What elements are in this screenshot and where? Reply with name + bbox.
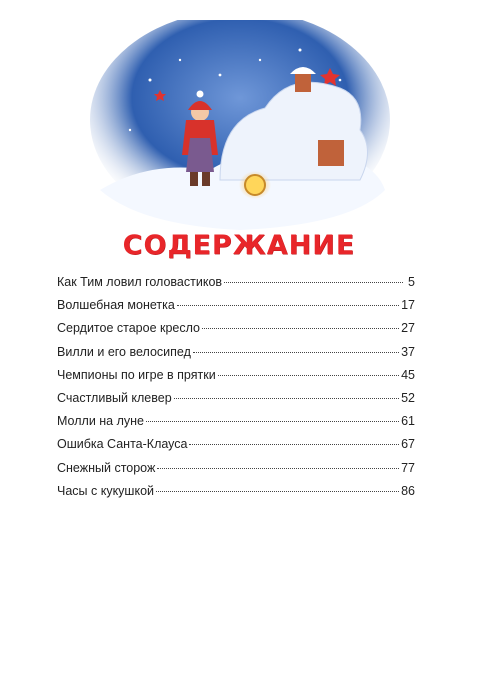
toc-entry-title: Часы с кукушкой <box>57 483 155 498</box>
toc-entry-title: Ошибка Санта-Клауса <box>57 437 188 452</box>
toc-entry-title: Волшебная монетка <box>57 298 175 313</box>
dot-leader <box>193 351 399 353</box>
brick-wall <box>318 140 344 166</box>
toc-entry-title: Как Тим ловил головастиков <box>57 275 223 289</box>
chimney <box>295 72 311 92</box>
toc-entry[interactable] <box>57 391 415 414</box>
dot-leader <box>157 467 399 469</box>
contents-heading: СОДЕРЖАНИЕ <box>122 230 356 261</box>
winter-illustration <box>90 20 390 240</box>
toc-entry[interactable] <box>57 437 415 460</box>
toc-page-number: 37 <box>401 344 415 359</box>
dot-leader <box>177 304 399 306</box>
toc-entry-title: Снежный сторож <box>57 460 156 475</box>
toc-entry-title: Молли на луне <box>57 414 144 429</box>
toc-page-number: 45 <box>401 367 415 382</box>
dot-leader <box>174 397 399 399</box>
dot-leader <box>146 420 399 422</box>
toc-page-number: 27 <box>401 321 415 336</box>
dot-leader <box>224 281 403 283</box>
toc-page-number: 17 <box>401 298 415 313</box>
toc-entry[interactable] <box>57 321 415 344</box>
toc-page-number: 5 <box>408 275 415 289</box>
dot-leader <box>202 327 399 329</box>
toc-entry[interactable] <box>57 484 415 507</box>
toc-entry[interactable] <box>57 298 415 321</box>
toc-entry[interactable] <box>57 345 415 368</box>
toc-entry-title: Сердитое старое кресло <box>57 321 201 336</box>
dot-leader <box>189 443 399 445</box>
toc-entry[interactable] <box>57 368 415 391</box>
table-of-contents <box>57 275 415 507</box>
toc-entry[interactable] <box>57 414 415 437</box>
dot-leader <box>156 490 399 492</box>
window-frame <box>245 175 265 195</box>
toc-entry-title: Вилли и его велосипед <box>57 344 191 359</box>
toc-page-number: 61 <box>401 414 415 429</box>
toc-page-number: 77 <box>401 460 415 475</box>
toc-page-number: 52 <box>401 390 415 405</box>
toc-entry[interactable] <box>57 275 415 298</box>
dot-leader <box>218 374 399 376</box>
toc-entry-title: Счастливый клевер <box>57 390 172 405</box>
toc-page-number: 67 <box>401 437 415 452</box>
toc-entry[interactable] <box>57 461 415 484</box>
toc-entry-title: Чемпионы по игре в прятки <box>57 367 216 382</box>
toc-page-number: 86 <box>401 483 415 498</box>
